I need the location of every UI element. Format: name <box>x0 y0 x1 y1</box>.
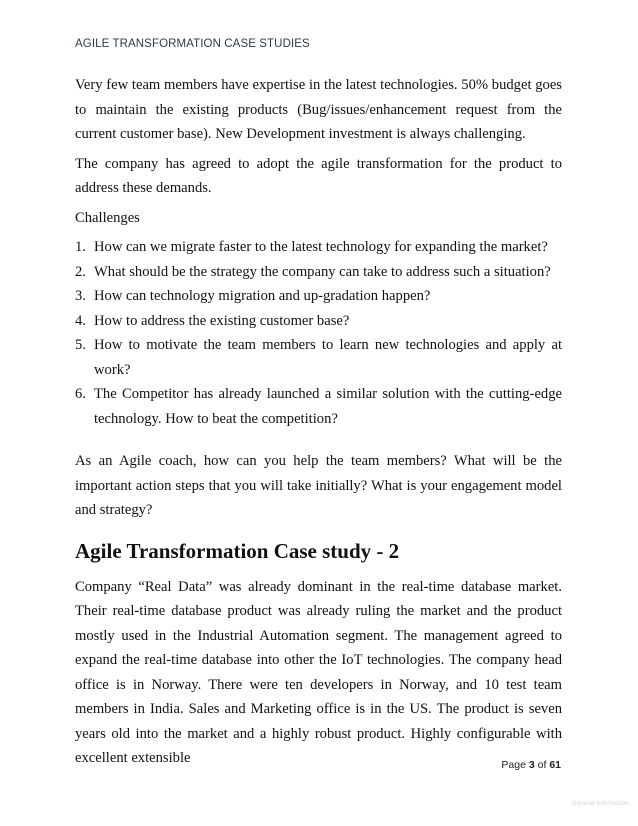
list-item <box>75 260 562 285</box>
paragraph-case-study-2: Company “Real Data” was already dominant in the real-time database market. Their real-time database product was already ruling the market and the product mostly used in the Industrial Automation segment. The management agreed to expand the real-time database into other the IoT technologies. The company head office is in Norway. There were ten developers in Norway, and 10 test team members in India. Sales and Marketing office is in the US. The product is seven years old into the market and a highly robust product. Highly configurable with excellent extensible <box>75 578 562 766</box>
list-item-number: 4. <box>75 312 86 329</box>
list-item-number: 1. <box>75 239 86 255</box>
list-item-text: What should be the strategy the company can take to address such a situation? <box>94 263 551 280</box>
page-content <box>75 73 562 771</box>
list-item <box>75 284 562 309</box>
paragraph-adoption: The company has agreed to adopt the agile transformation for the product to address these demands. <box>75 155 562 196</box>
page-of: of <box>534 759 550 771</box>
running-header: AGILE TRANSFORMATION CASE STUDIES <box>75 38 310 50</box>
current-page: 3 <box>528 759 535 771</box>
section-heading: Agile Transformation Case study - 2 <box>75 538 400 563</box>
list-item-number: 5. <box>75 337 86 353</box>
list-item-text: How can we migrate faster to the latest technology for expanding the market? <box>94 239 548 255</box>
page-prefix: Page <box>501 759 529 771</box>
list-item <box>75 333 562 382</box>
list-item-number: 2. <box>75 263 86 280</box>
list-item-text: How can technology migration and up-gradation happen? <box>94 288 431 304</box>
classification-watermark: General Information <box>571 800 629 807</box>
paragraph-coach-question: As an Agile coach, how can you help the team members? What will be the important action steps that you will take initially? What is your engagement model and strategy? <box>75 453 562 518</box>
list-item-text: How to address the existing customer base? <box>94 312 350 329</box>
list-item <box>75 382 562 431</box>
total-pages: 61 <box>549 759 561 771</box>
challenges-list <box>75 235 562 431</box>
challenges-label: Challenges <box>75 209 140 226</box>
list-item-text: How to motivate the team members to learn new technologies and apply at work? <box>94 337 562 378</box>
paragraph-budget: Very few team members have expertise in the latest technologies. 50% budget goes to maintain the existing products (Bug/issues/enhancement request from the current customer base). New Development investment is always challenging. <box>75 77 562 142</box>
list-item-text: The Competitor has already launched a similar solution with the cutting-edge technology. How to beat the competition? <box>94 386 562 427</box>
list-item-number: 3. <box>75 288 86 304</box>
list-item-number: 6. <box>75 386 86 402</box>
list-item <box>75 309 562 334</box>
list-item <box>75 235 562 260</box>
page-number <box>501 759 561 771</box>
